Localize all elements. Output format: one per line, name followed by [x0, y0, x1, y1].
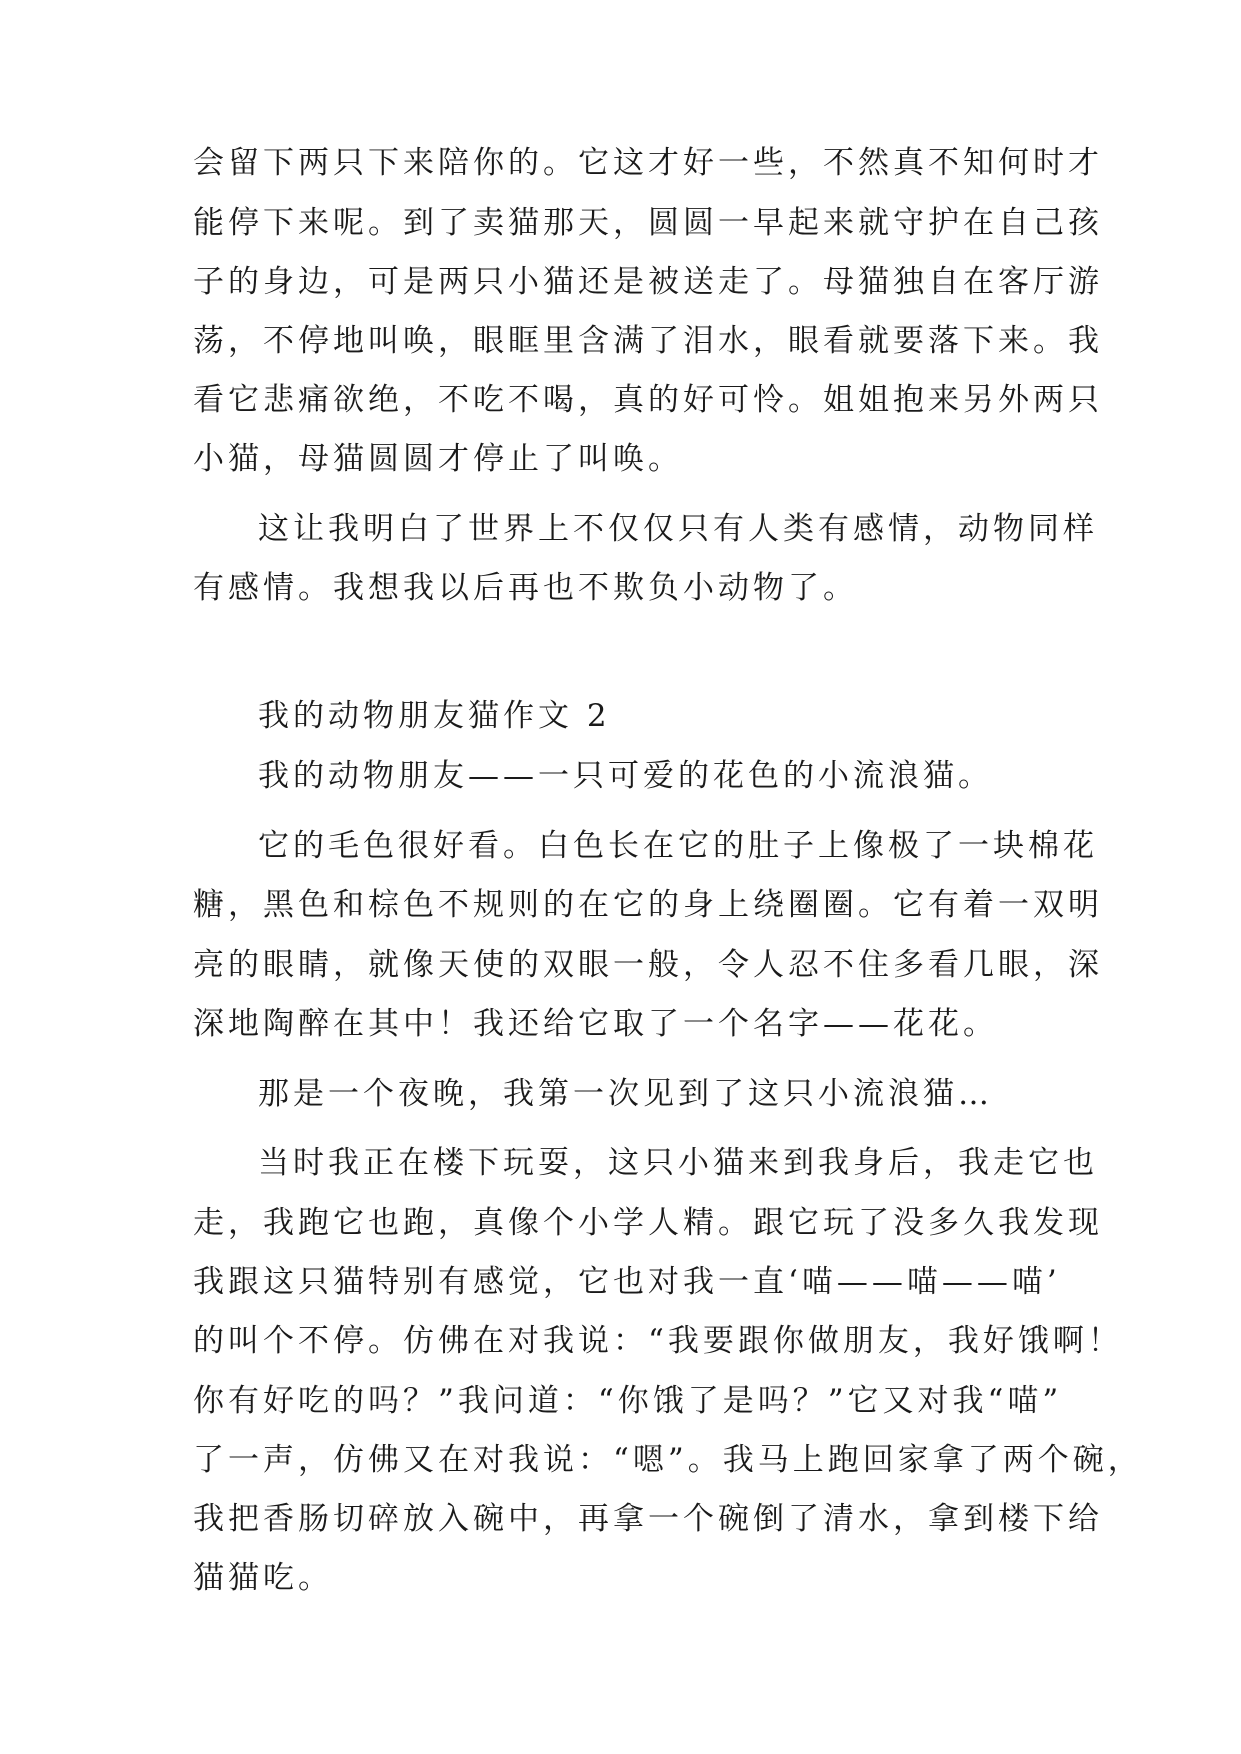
paragraph-line: 亮的眼睛，就像天使的双眼一般，令人忍不住多看几眼，深 [193, 947, 1103, 983]
paragraph-line: 能停下来呢。到了卖猫那天，圆圆一早起来就守护在自己孩 [193, 205, 1103, 241]
paragraph-line: 子的身边，可是两只小猫还是被送走了。母猫独自在客厅游 [193, 264, 1103, 300]
paragraph-line: 看它悲痛欲绝，不吃不喝，真的好可怜。姐姐抱来另外两只 [193, 382, 1103, 418]
essay-title: 我的动物朋友猫作文 2 [258, 698, 611, 734]
paragraph-line: 的叫个不停。仿佛在对我说：“我要跟你做朋友，我好饿啊！ [193, 1323, 1123, 1359]
paragraph-line: 它的毛色很好看。白色长在它的肚子上像极了一块棉花 [258, 828, 1098, 864]
paragraph-line: 这让我明白了世界上不仅仅只有人类有感情，动物同样 [258, 511, 1098, 547]
paragraph-line: 那是一个夜晚，我第一次见到了这只小流浪猫… [258, 1076, 993, 1112]
paragraph-line: 有感情。我想我以后再也不欺负小动物了。 [193, 570, 858, 606]
paragraph-line: 荡，不停地叫唤，眼眶里含满了泪水，眼看就要落下来。我 [193, 323, 1103, 359]
paragraph-line: 糖，黑色和棕色不规则的在它的身上绕圈圈。它有着一双明 [193, 887, 1103, 923]
paragraph-line: 深地陶醉在其中！我还给它取了一个名字——花花。 [193, 1006, 998, 1042]
paragraph-line: 走，我跑它也跑，真像个小学人精。跟它玩了没多久我发现 [193, 1205, 1103, 1241]
paragraph-line: 了一声，仿佛又在对我说：“嗯”。我马上跑回家拿了两个碗， [193, 1442, 1143, 1478]
paragraph-line: 当时我正在楼下玩耍，这只小猫来到我身后，我走它也 [258, 1145, 1098, 1181]
paragraph-line: 我的动物朋友——一只可爱的花色的小流浪猫。 [258, 758, 993, 794]
paragraph-line: 会留下两只下来陪你的。它这才好一些，不然真不知何时才 [193, 145, 1103, 181]
paragraph-line: 我跟这只猫特别有感觉，它也对我一直‘喵——喵——喵’ [193, 1264, 1061, 1300]
paragraph-line: 你有好吃的吗？”我问道：“你饿了是吗？”它又对我“喵” [193, 1383, 1063, 1419]
paragraph-line: 我把香肠切碎放入碗中，再拿一个碗倒了清水，拿到楼下给 [193, 1501, 1103, 1537]
paragraph-line: 小猫，母猫圆圆才停止了叫唤。 [193, 441, 683, 477]
paragraph-line: 猫猫吃。 [193, 1560, 333, 1596]
